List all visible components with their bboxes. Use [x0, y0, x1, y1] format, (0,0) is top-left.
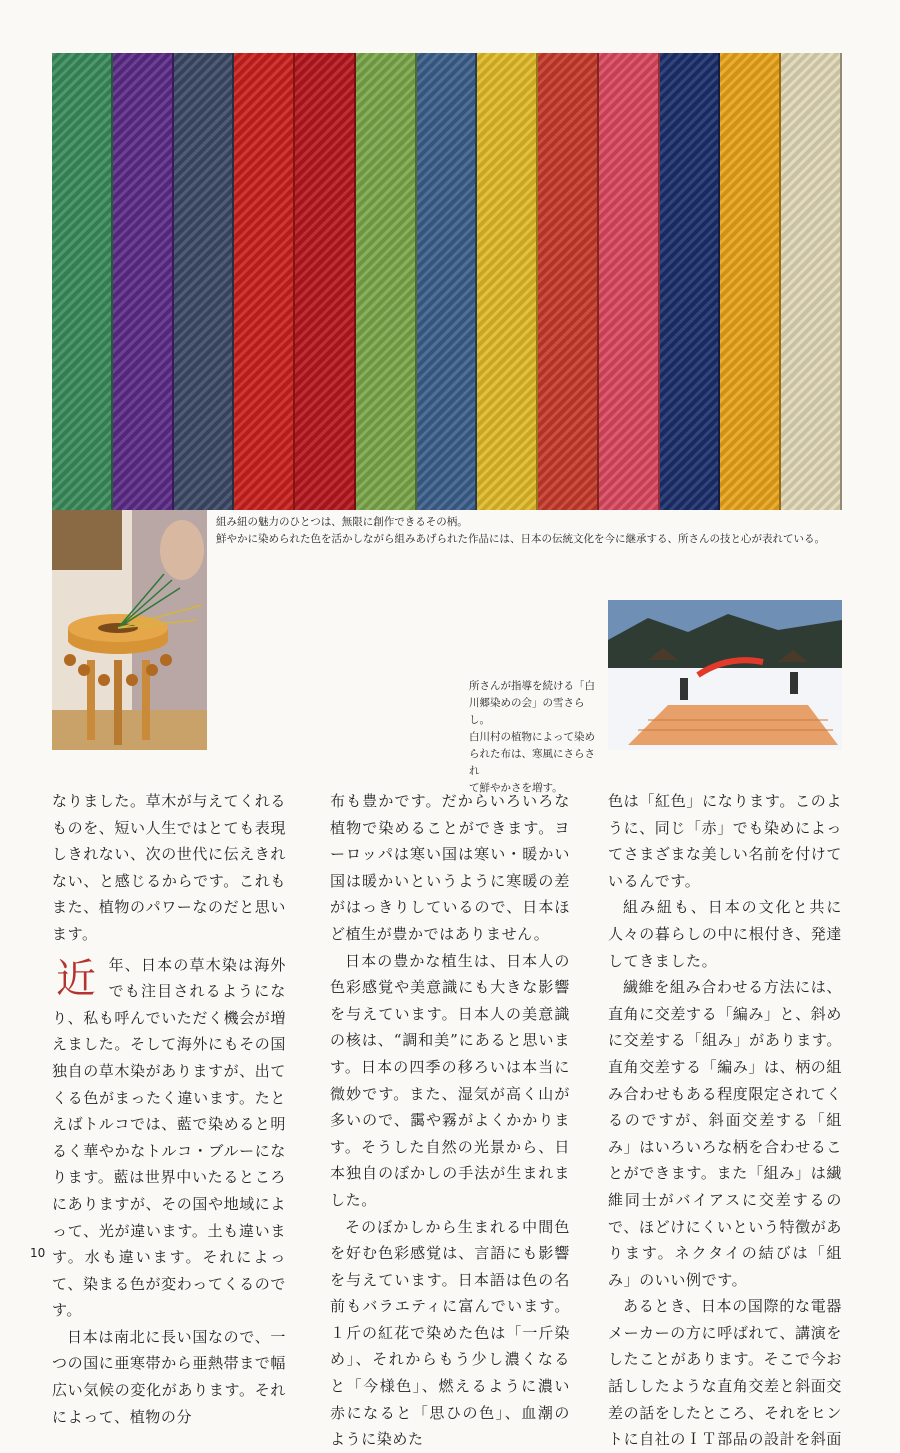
- hero-caption: [216, 514, 842, 548]
- snow-caption-line: て鮮やかさを増す。: [469, 782, 563, 794]
- column-1-paragraph-2-text: 年、日本の草木染は海外でも注目されるようになり、私も呼んでいただく機会が増えました。そして海外にもその国独自の草木染がありますが、出てくる色がまったく違います。たとえばトルコでは、藍で染めると明るく華やかなトルコ・ブルーになります。藍は世界中いたるところにありますが、その国や地域によって、光が違います。土も違います。水も違います。それによって、染まる色が変わってくるのです。: [52, 955, 287, 1320]
- hero-caption-line-2: 鮮やかに染められた色を活かしながら組みあげられた作品には、日本の伝統文化を今に継承する、所さんの技と心が表れている。: [216, 533, 825, 545]
- braided-cord: [174, 53, 235, 510]
- column-3-paragraph-3: 繊維を組み合わせる方法には、直角に交差する「編み」と、斜めに交差する「組み」があります。直角交差する「編み」は、柄の組み合わせもある程度限定されてくるのですが、斜面交差する「組み」はいろいろな柄を合わせることができます。また「組み」は繊維同士がバイアスに交差するので、ほどけにくいという特徴があります。ネクタイの結びは「組み」のいい例です。: [608, 978, 843, 1289]
- braiding-stand-photo: [52, 510, 207, 750]
- column-2-paragraph-1: 布も豊かです。だからいろいろな植物で染めることができます。ヨーロッパは寒い国は寒い・暖かい国は暖かいというように寒暖の差がはっきりしているので、日本ほど植生が豊かではありません。: [330, 792, 570, 943]
- column-1-paragraph-2: [52, 952, 286, 1324]
- column-2: [330, 788, 570, 1453]
- snow-caption: [469, 678, 604, 797]
- column-2-paragraph-2: 日本の豊かな植生は、日本人の色彩感覚や美意識にも大きな影響を与えています。日本人の美意識の核は、“調和美”にあると思います。日本の四季の移ろいは本当に微妙です。また、湿気が高く山が多いので、靄や霧がよくかかります。そうした自然の光景から、日本独自のぼかしの手法が生まれました。: [330, 951, 570, 1209]
- snow-caption-line: 白川村の植物によって染め: [469, 731, 595, 743]
- hero-caption-line-1: 組み紐の魅力のひとつは、無限に創作できるその柄。: [216, 516, 468, 528]
- column-3-paragraph-4: あるとき、日本の国際的な電器メーカーの方に呼ばれて、講演をしたことがあります。そこで今お話ししたような直角交差と斜面交差の話をしたところ、それをヒントに自社のＩＴ部品の設計を斜面: [608, 1297, 843, 1449]
- column-3-paragraph-1: 色は「紅色」になります。このように、同じ「赤」でも染めによってさまざまな美しい名前を付けているんです。: [608, 792, 843, 890]
- braided-cord: [417, 53, 478, 510]
- braided-cord: [295, 53, 356, 510]
- snow-bleaching-photo: [608, 600, 842, 750]
- snow-caption-line: られた布は、寒風にさらされ: [469, 748, 595, 777]
- snow-caption-line: 川郷染めの会」の雪さらし。: [469, 697, 585, 726]
- braided-cord: [477, 53, 538, 510]
- braided-cord: [356, 53, 417, 510]
- page-number: 10: [30, 1246, 46, 1260]
- braided-cords-photo: [52, 53, 842, 510]
- braided-cord: [113, 53, 174, 510]
- dropcap: 近: [56, 955, 97, 1002]
- snow-caption-line: 所さんが指導を続ける「白: [469, 680, 595, 692]
- column-1-paragraph-1: なりました。草木が与えてくれるものを、短い人生ではとても表現しきれない、次の世代に伝えきれない、と感じるからです。これもまた、植物のパワーなのだと思います。: [52, 792, 287, 943]
- braided-cord: [781, 53, 842, 510]
- column-1: [52, 788, 286, 1430]
- column-2-paragraph-3: そのぼかしから生まれる中間色を好む色彩感覚は、言語にも影響を与えています。日本語は色の名前もバラエティに富んでいます。１斤の紅花で染めた色は「一斤染め」、それからもう少し濃くなると「今様色」、燃えるように濃い赤になると「思ひの色」、血潮のように染めた: [330, 1217, 570, 1449]
- braided-cord: [660, 53, 721, 510]
- braided-cord: [538, 53, 599, 510]
- braided-cord: [720, 53, 781, 510]
- column-3: [608, 788, 842, 1453]
- column-1-paragraph-3: 日本は南北に長い国なので、一つの国に亜寒帯から亜熱帯まで幅広い気候の変化があります。それによって、植物の分: [52, 1327, 287, 1426]
- braided-cord: [234, 53, 295, 510]
- braided-cord: [52, 53, 113, 510]
- column-3-paragraph-2: 組み紐も、日本の文化と共に人々の暮らしの中に根付き、発達してきました。: [608, 898, 842, 970]
- braided-cord: [599, 53, 660, 510]
